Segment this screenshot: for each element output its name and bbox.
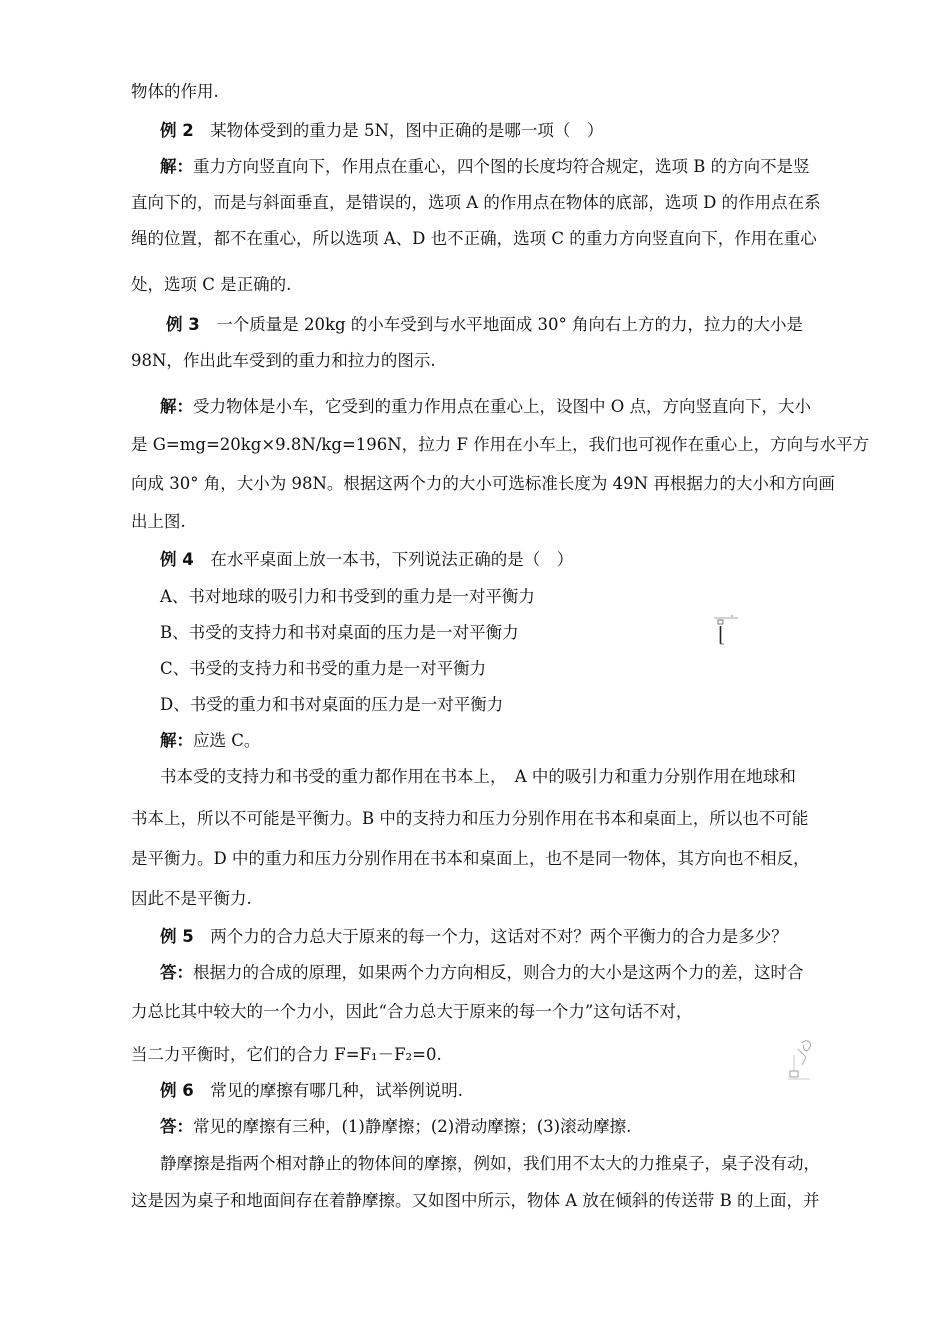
text-line — [131, 275, 291, 295]
line-text: B、书受的支持力和书对桌面的压力是一对平衡力 — [160, 623, 519, 642]
text-line — [131, 229, 817, 249]
line-text: 当二力平衡时，它们的合力 F=F₁－F₂=0. — [131, 1045, 442, 1064]
line-text: 受力物体是小车，它受到的重力作用点在重心上，设图中 O 点，方向竖直向下，大小 — [193, 397, 812, 416]
text-line — [131, 193, 821, 213]
line-text: 因此不是平衡力. — [131, 889, 252, 908]
text-line — [131, 474, 835, 494]
line-text: C、书受的支持力和书受的重力是一对平衡力 — [160, 659, 487, 678]
line-text: 力总比其中较大的一个力小，因此“合力总大于原来的每一个力”这句话不对， — [131, 1002, 693, 1021]
line-text: 一个质量是 20kg 的小车受到与水平地面成 30° 角向右上方的力，拉力的大小是 — [199, 315, 804, 334]
line-text: 重力方向竖直向下，作用点在重心，四个图的长度均符合规定，选项 B 的方向不是竖 — [193, 157, 810, 176]
line-text: 某物体受到的重力是 5N，图中正确的是哪一项（ ） — [193, 121, 604, 140]
force-diagram-figure — [710, 612, 744, 650]
example-4-heading — [160, 550, 573, 570]
line-text: 直向下的，而是与斜面垂直，是错误的，选项 A 的作用点在物体的底部，选项 D 的作用点在系 — [131, 193, 821, 212]
line-text: 物体的作用. — [131, 82, 219, 101]
text-line — [160, 1154, 820, 1174]
text-line — [131, 512, 186, 532]
example-label: 例 6 — [160, 1081, 194, 1100]
option-b — [160, 623, 519, 643]
answer-label: 答： — [160, 1117, 193, 1136]
line-text: 根据力的合成的原理，如果两个力方向相反，则合力的大小是这两个力的差，这时合 — [193, 963, 804, 982]
example-6-heading — [160, 1081, 463, 1101]
text-line — [131, 1191, 820, 1211]
text-line — [131, 1045, 442, 1065]
text-line — [160, 767, 796, 787]
solution-line — [160, 731, 260, 751]
text-line — [131, 435, 869, 455]
option-d — [160, 695, 503, 715]
text-line — [131, 849, 809, 869]
answer-line — [160, 963, 804, 983]
line-text: 在水平桌面上放一本书，下列说法正确的是（ ） — [193, 550, 574, 569]
line-text: D、书受的重力和书对桌面的压力是一对平衡力 — [160, 695, 504, 714]
line-text: 书本上，所以不可能是平衡力。B 中的支持力和压力分别作用在书本和桌面上，所以也不可能 — [131, 809, 809, 828]
line-text: 书本受的支持力和书受的重力都作用在书本上， A 中的吸引力和重力分别作用在地球和 — [160, 767, 796, 786]
line-text: 98N，作出此车受到的重力和拉力的图示. — [131, 351, 436, 370]
line-text: 静摩擦是指两个相对静止的物体间的摩擦，例如，我们用不太大的力推桌子，桌子没有动， — [160, 1154, 820, 1173]
example-label: 例 5 — [160, 927, 194, 946]
text-line — [131, 1002, 692, 1022]
line-text: 这是因为桌子和地面间存在着静摩擦。又如图中所示，物体 A 放在倾斜的传送带 B 的上面，并 — [131, 1191, 820, 1210]
text-line — [131, 82, 219, 102]
example-label: 例 4 — [160, 550, 194, 569]
line-text: 出上图. — [131, 512, 186, 531]
pulley-sketch-figure — [780, 1035, 824, 1083]
solution-label: 解： — [160, 157, 193, 176]
text-line — [131, 809, 808, 829]
line-text: 常见的摩擦有三种，(1)静摩擦；(2)滑动摩擦；(3)滚动摩擦. — [193, 1117, 632, 1136]
line-text: 是平衡力。D 中的重力和压力分别作用在书本和桌面上，也不是同一物体，其方向也不相反， — [131, 849, 810, 868]
line-text: 绳的位置，都不在重心，所以选项 A、D 也不正确，选项 C 的重力方向竖直向下，作用在重心 — [131, 229, 817, 248]
answer-line — [160, 1117, 631, 1137]
answer-label: 答： — [160, 963, 193, 982]
line-text: 应选 C。 — [193, 731, 261, 750]
line-text: 两个力的合力总大于原来的每一个力，这话对不对？两个平衡力的合力是多少？ — [193, 927, 788, 946]
solution-label: 解： — [160, 397, 193, 416]
example-2-heading — [160, 121, 603, 141]
solution-label: 解： — [160, 731, 193, 750]
option-c — [160, 659, 486, 679]
line-text: 向成 30° 角，大小为 98N。根据这两个力的大小可选标准长度为 49N 再根据力的大小和方向画 — [131, 474, 835, 493]
line-text: 处，选项 C 是正确的. — [131, 275, 292, 294]
example-5-heading — [160, 927, 788, 947]
option-a — [160, 587, 535, 607]
line-text: A、书对地球的吸引力和书受到的重力是一对平衡力 — [160, 587, 535, 606]
line-text: 是 G=mg=20kg×9.8N/kg=196N，拉力 F 作用在小车上，我们也可视作在重心上，方向与水平方 — [131, 435, 870, 454]
example-3-heading — [166, 315, 803, 335]
example-label: 例 3 — [166, 315, 200, 334]
text-line — [131, 889, 252, 909]
example-label: 例 2 — [160, 121, 194, 140]
line-text: 常见的摩擦有哪几种，试举例说明. — [193, 1081, 463, 1100]
solution-line — [160, 397, 811, 417]
text-line — [131, 351, 436, 371]
solution-line — [160, 157, 810, 177]
